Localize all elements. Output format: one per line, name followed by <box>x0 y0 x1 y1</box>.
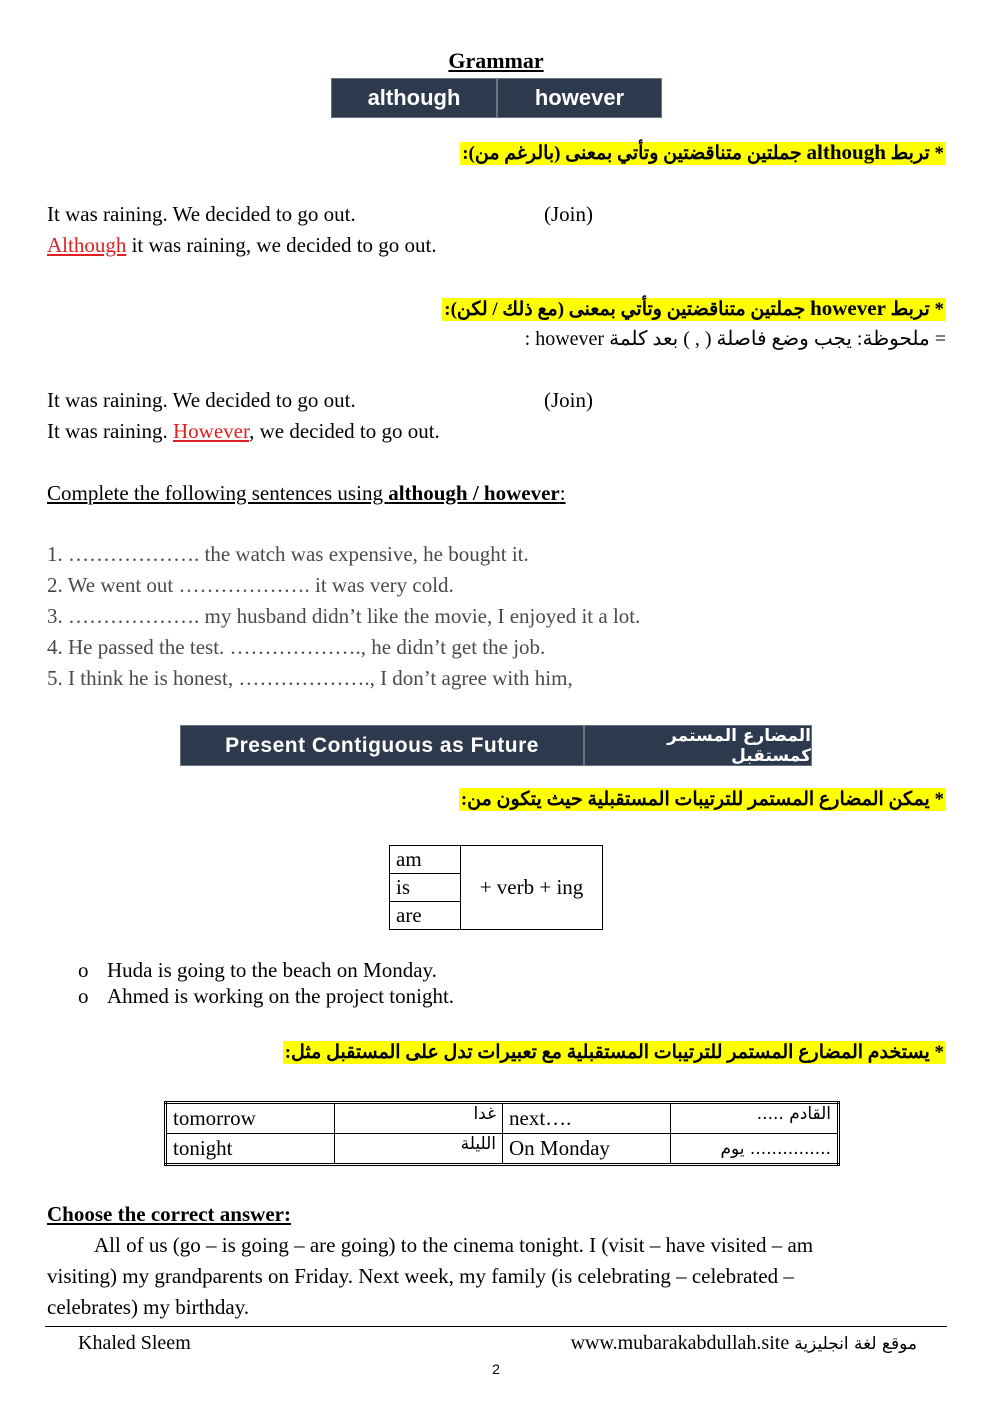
time-ar: ..... القادم <box>671 1103 839 1134</box>
time-ar: غدا <box>335 1103 503 1134</box>
aux-are: are <box>390 902 461 930</box>
example-bullet: o <box>78 984 89 1008</box>
aux-am: am <box>390 846 461 874</box>
footer-site <box>571 1331 917 1355</box>
aux-is: is <box>390 874 461 902</box>
however-keyword: However <box>172 419 250 443</box>
time-en: next…. <box>503 1103 671 1134</box>
time-en: tonight <box>166 1134 335 1165</box>
example1-answer-rest: it was raining, we decided to go out. <box>126 233 437 257</box>
however-note: = ملحوظة: يجب وضع فاصلة ( , ) بعد كلمة however : <box>524 328 946 350</box>
footer-divider <box>45 1326 947 1327</box>
although-rule-keyword: although <box>806 140 886 164</box>
banner-however: however <box>534 85 625 110</box>
banner-present-continuous-ar: المضارع المستمر كمستقبل <box>667 725 811 766</box>
formula: + verb + ing <box>461 846 603 930</box>
however-rule-keyword: however <box>810 296 886 320</box>
banner-although: although <box>332 79 498 117</box>
pc-rule-2 <box>283 1041 946 1064</box>
although-rule <box>460 140 946 165</box>
example2-before: It was raining. <box>47 419 173 443</box>
time-ar: يوم ............... <box>671 1134 839 1165</box>
time-en: tomorrow <box>166 1103 335 1134</box>
choose-line: celebrates) my birthday. <box>47 1295 250 1319</box>
time-ar: الليلة <box>335 1134 503 1165</box>
footer-site-ar: موقع لغة انجليزية <box>794 1334 917 1354</box>
pc-rule-1-text: * يمكن المضارع المستمر للترتيبات المستقبلية حيث يتكون من: <box>460 789 944 810</box>
footer-site-url: www.mubarakabdullah.site <box>570 1332 790 1354</box>
form-table <box>389 845 603 930</box>
however-rule <box>442 296 946 321</box>
footer-author: Khaled Sleem <box>78 1332 191 1354</box>
exercise-item: 3. ………………. my husband didn’t like the movie, I enjoyed it a lot. <box>47 604 641 628</box>
example-sentence: Ahmed is working on the project tonight. <box>107 984 455 1008</box>
although-however-banner <box>331 78 662 118</box>
example2-join: (Join) <box>544 388 593 412</box>
example2-answer <box>47 419 440 444</box>
example2-line1: It was raining. We decided to go out. <box>47 388 356 412</box>
choose-line: All of us (go – is going – are going) to the cinema tonight. I (visit – have visited – am <box>94 1233 814 1257</box>
exercise-instruction <box>47 481 566 506</box>
choose-heading: Choose the correct answer: <box>47 1202 291 1226</box>
although-rule-prefix: * تربط <box>890 143 944 164</box>
although-rule-suffix: جملتين متناقضتين وتأتي بمعنى (بالرغم من): <box>462 143 802 164</box>
page-number: 2 <box>492 1361 500 1377</box>
example1-join: (Join) <box>544 202 593 226</box>
time-expressions-table <box>164 1101 840 1166</box>
banner-present-continuous-en: Present Contiguous as Future <box>181 726 585 765</box>
example1-answer <box>47 233 437 258</box>
time-en: On Monday <box>503 1134 671 1165</box>
example-sentence: Huda is going to the beach on Monday. <box>107 958 437 982</box>
however-rule-suffix: جملتين متناقضتين وتأتي بمعنى (مع ذلك / لكن): <box>444 299 806 320</box>
exercise-item: 1. ………………. the watch was expensive, he bought it. <box>47 542 529 566</box>
present-continuous-banner <box>180 725 812 766</box>
pc-rule-2-text: * يستخدم المضارع المستمر للترتيبات المستقبلية مع تعبيرات تدل على المستقبل مثل: <box>284 1042 944 1063</box>
however-rule-prefix: * تربط <box>890 299 944 320</box>
example1-line1: It was raining. We decided to go out. <box>47 202 356 226</box>
exercise-instruction-end: : <box>559 481 566 505</box>
exercise-instruction-bold: although / however <box>388 481 560 505</box>
page-title: Grammar <box>448 48 544 73</box>
exercise-item: 4. He passed the test. ………………., he didn’t get the job. <box>47 635 546 659</box>
exercise-instruction-text: Complete the following sentences using <box>47 481 389 505</box>
exercise-item: 5. I think he is honest, ………………., I don’t agree with him, <box>47 666 573 690</box>
exercise-item: 2. We went out ………………. it was very cold. <box>47 573 454 597</box>
example-bullet: o <box>78 958 89 982</box>
pc-rule-1 <box>459 788 946 811</box>
although-keyword: Although <box>47 233 127 257</box>
choose-line: visiting) my grandparents on Friday. Next week, my family (is celebrating – celebrated – <box>47 1264 794 1288</box>
example2-after: , we decided to go out. <box>249 419 440 443</box>
